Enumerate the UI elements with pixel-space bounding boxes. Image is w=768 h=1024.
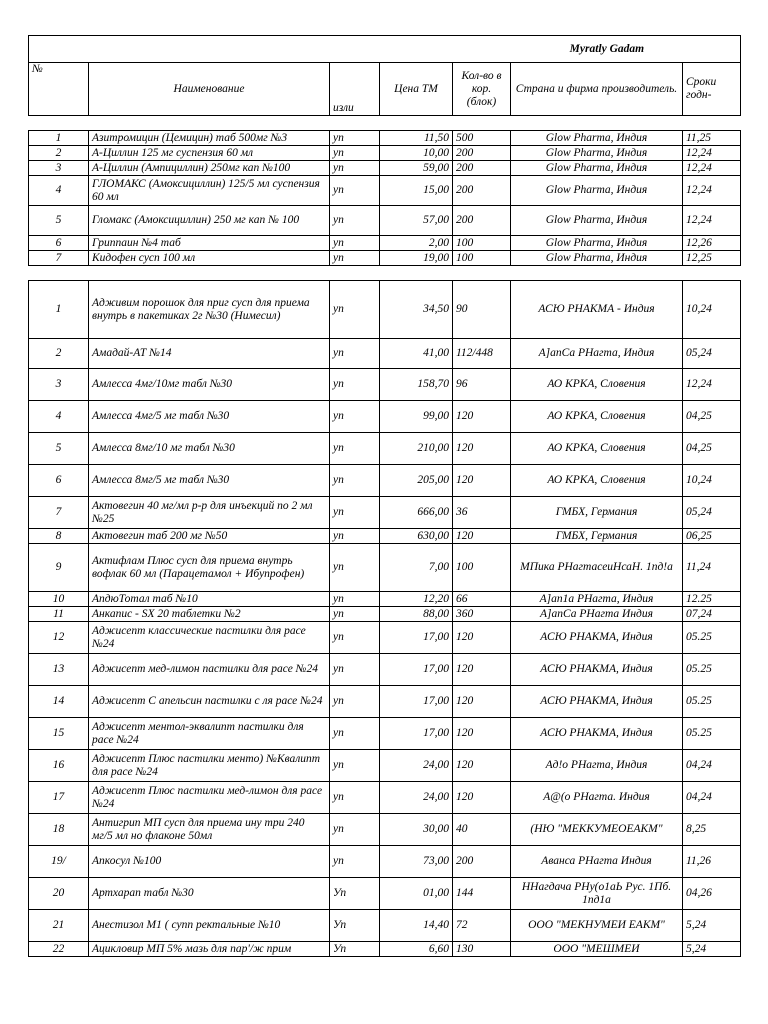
cell-num: 4 (29, 401, 89, 433)
section-gap (29, 116, 741, 131)
cell-name: А-Циллин 125 мг суспензия 60 мл (89, 146, 330, 161)
cell-name: Анкапис - SX 20 таблетки №2 (89, 607, 330, 622)
cell-price: 24,00 (380, 782, 453, 814)
cell-price: 205,00 (380, 465, 453, 497)
cell-price: 630,00 (380, 529, 453, 544)
cell-qty: 120 (453, 750, 511, 782)
cell-expiry: 5,24 (683, 942, 741, 957)
cell-num: 2 (29, 146, 89, 161)
cell-unit: уп (330, 686, 380, 718)
cell-expiry: 04,25 (683, 401, 741, 433)
cell-unit: уп (330, 846, 380, 878)
cell-name: Актовегин 40 мг/мл р-р для инъекций по 2 мл №25 (89, 497, 330, 529)
cell-price: 14,40 (380, 910, 453, 942)
table-row (29, 782, 741, 814)
cell-country: АО КРКА, Словения (511, 369, 683, 401)
cell-qty: 120 (453, 686, 511, 718)
cell-unit: уп (330, 161, 380, 176)
cell-qty: 120 (453, 465, 511, 497)
cell-price: 24,00 (380, 750, 453, 782)
cell-country: А]апСа РНагта, Индия (511, 339, 683, 369)
cell-price: 666,00 (380, 497, 453, 529)
cell-num: 2 (29, 339, 89, 369)
table-row (29, 339, 741, 369)
cell-country: Glow Pharma, Индия (511, 161, 683, 176)
col-name: Наименование (89, 63, 330, 116)
cell-num: 15 (29, 718, 89, 750)
cell-country: ООО "МЕКНУМЕИ ЕАКМ" (511, 910, 683, 942)
cell-expiry: 07,24 (683, 607, 741, 622)
cell-price: 10,00 (380, 146, 453, 161)
cell-unit: уп (330, 782, 380, 814)
cell-qty: 120 (453, 622, 511, 654)
cell-unit: уп (330, 176, 380, 206)
cell-name: Анестизол М1 ( супп ректальные №10 (89, 910, 330, 942)
table-row (29, 433, 741, 465)
cell-price: 34,50 (380, 281, 453, 339)
table-row (29, 281, 741, 339)
cell-qty: 66 (453, 592, 511, 607)
cell-name: Амлесса 4мг/10мг табл №30 (89, 369, 330, 401)
cell-expiry: 8,25 (683, 814, 741, 846)
cell-unit: уп (330, 497, 380, 529)
cell-num: 5 (29, 206, 89, 236)
cell-country: АСЮ РНАКМА, Индия (511, 654, 683, 686)
cell-qty: 200 (453, 161, 511, 176)
cell-country: ННагдача РНу(о1аЬ Рус. 1Пб. 1пд1а (511, 878, 683, 910)
cell-country: АСЮ РНАКМА, Индия (511, 718, 683, 750)
cell-num: 4 (29, 176, 89, 206)
cell-expiry: 05.25 (683, 654, 741, 686)
cell-price: 158,70 (380, 369, 453, 401)
cell-price: 59,00 (380, 161, 453, 176)
table-row (29, 206, 741, 236)
cell-expiry: 11,24 (683, 544, 741, 592)
cell-num: 7 (29, 251, 89, 266)
cell-name: Амадай-АТ №14 (89, 339, 330, 369)
cell-qty: 40 (453, 814, 511, 846)
cell-unit: уп (330, 131, 380, 146)
cell-country: Glow Pharma, Индия (511, 251, 683, 266)
table-row (29, 750, 741, 782)
cell-price: 12,20 (380, 592, 453, 607)
cell-country: АСЮ РНАКМА, Индия (511, 622, 683, 654)
cell-unit: уп (330, 369, 380, 401)
table-row (29, 607, 741, 622)
table-row (29, 654, 741, 686)
cell-expiry: 05.25 (683, 686, 741, 718)
cell-expiry: 11,26 (683, 846, 741, 878)
cell-price: 15,00 (380, 176, 453, 206)
cell-name: Амлесса 8мг/10 мг табл №30 (89, 433, 330, 465)
table-row (29, 131, 741, 146)
cell-country: А]апСа РНагта Индия (511, 607, 683, 622)
table-row (29, 878, 741, 910)
cell-qty: 120 (453, 401, 511, 433)
cell-unit: уп (330, 654, 380, 686)
cell-country: Glow Pharma, Индия (511, 146, 683, 161)
cell-name: Аджисепт классические пастилки для расе №24 (89, 622, 330, 654)
cell-expiry: 05.25 (683, 622, 741, 654)
table-row (29, 622, 741, 654)
cell-qty: 100 (453, 236, 511, 251)
cell-num: 3 (29, 369, 89, 401)
cell-name: ГЛОМАКС (Амоксициллин) 125/5 мл суспензия 60 мл (89, 176, 330, 206)
cell-price: 7,00 (380, 544, 453, 592)
cell-unit: уп (330, 544, 380, 592)
cell-qty: 96 (453, 369, 511, 401)
cell-price: 57,00 (380, 206, 453, 236)
cell-price: 6,60 (380, 942, 453, 957)
cell-name: Антигрип МП сусп для приема ину три 240 мг/5 мл но флаконе 50мл (89, 814, 330, 846)
cell-num: 17 (29, 782, 89, 814)
table-row (29, 401, 741, 433)
table-row (29, 161, 741, 176)
cell-name: Аджисепт мед-лимон пастилки для расе №24 (89, 654, 330, 686)
cell-country: (НЮ "МЕККУМЕОЕАКМ" (511, 814, 683, 846)
cell-price: 41,00 (380, 339, 453, 369)
table-row (29, 497, 741, 529)
cell-qty: 200 (453, 176, 511, 206)
cell-expiry: 12,26 (683, 236, 741, 251)
cell-expiry: 12,24 (683, 161, 741, 176)
cell-country: Glow Pharma, Индия (511, 206, 683, 236)
cell-unit: уп (330, 236, 380, 251)
cell-qty: 120 (453, 718, 511, 750)
cell-expiry: 05,24 (683, 497, 741, 529)
cell-unit: Уп (330, 878, 380, 910)
cell-qty: 144 (453, 878, 511, 910)
cell-num: 3 (29, 161, 89, 176)
cell-name: Аджисепт С апельсин пастилки с ля расе №24 (89, 686, 330, 718)
cell-qty: 72 (453, 910, 511, 942)
cell-expiry: 12,24 (683, 146, 741, 161)
table-row (29, 718, 741, 750)
table-row (29, 814, 741, 846)
cell-name: Актифлам Плюс сусп для приема внутрь вофлак 60 мл (Парацетамол + Ибупрофен) (89, 544, 330, 592)
cell-expiry: 12.25 (683, 592, 741, 607)
table-row (29, 910, 741, 942)
price-table (28, 35, 741, 957)
cell-name: Артхарап табл №30 (89, 878, 330, 910)
cell-expiry: 12,25 (683, 251, 741, 266)
cell-num: 20 (29, 878, 89, 910)
cell-qty: 120 (453, 433, 511, 465)
cell-expiry: 04,26 (683, 878, 741, 910)
company-name: Myratly Gadam (29, 36, 741, 63)
cell-qty: 100 (453, 544, 511, 592)
cell-num: 6 (29, 465, 89, 497)
cell-unit: уп (330, 529, 380, 544)
cell-unit: уп (330, 622, 380, 654)
cell-num: 11 (29, 607, 89, 622)
cell-qty: 360 (453, 607, 511, 622)
cell-expiry: 04,25 (683, 433, 741, 465)
table-row (29, 686, 741, 718)
cell-qty: 120 (453, 529, 511, 544)
cell-unit: уп (330, 814, 380, 846)
cell-price: 19,00 (380, 251, 453, 266)
cell-num: 14 (29, 686, 89, 718)
cell-name: Амлесса 8мг/5 мг табл №30 (89, 465, 330, 497)
section-gap (29, 266, 741, 281)
cell-expiry: 06,25 (683, 529, 741, 544)
cell-price: 88,00 (380, 607, 453, 622)
table-row (29, 529, 741, 544)
cell-name: Актовегин таб 200 мг №50 (89, 529, 330, 544)
cell-name: А-Циллин (Ампициллин) 250мг кап №100 (89, 161, 330, 176)
cell-num: 1 (29, 281, 89, 339)
cell-unit: уп (330, 281, 380, 339)
cell-price: 99,00 (380, 401, 453, 433)
cell-country: МПика РНагтасеиНсаН. 1пд!а (511, 544, 683, 592)
col-unit: изли (330, 63, 380, 116)
cell-expiry: 04,24 (683, 782, 741, 814)
cell-num: 8 (29, 529, 89, 544)
cell-expiry: 10,24 (683, 281, 741, 339)
company-row (29, 36, 741, 63)
cell-price: 30,00 (380, 814, 453, 846)
cell-country: А]ап1а РНагта, Индия (511, 592, 683, 607)
header-row (29, 63, 741, 116)
cell-expiry: 12,24 (683, 206, 741, 236)
cell-name: Аджисепт ментол-эквалипт пастилки для расе №24 (89, 718, 330, 750)
cell-country: А@(о РНагта. Индия (511, 782, 683, 814)
cell-unit: уп (330, 433, 380, 465)
table-row (29, 146, 741, 161)
cell-qty: 200 (453, 846, 511, 878)
cell-country: АО КРКА, Словения (511, 465, 683, 497)
cell-country: АСЮ РНАКМА - Индия (511, 281, 683, 339)
cell-name: Амлесса 4мг/5 мг табл №30 (89, 401, 330, 433)
cell-num: 18 (29, 814, 89, 846)
cell-num: 1 (29, 131, 89, 146)
cell-qty: 200 (453, 146, 511, 161)
cell-unit: уп (330, 592, 380, 607)
cell-country: АСЮ РНАКМА, Индия (511, 686, 683, 718)
cell-unit: уп (330, 718, 380, 750)
table-row (29, 465, 741, 497)
cell-name: АпдюТотал таб №10 (89, 592, 330, 607)
cell-unit: уп (330, 251, 380, 266)
cell-price: 17,00 (380, 622, 453, 654)
cell-expiry: 05,24 (683, 339, 741, 369)
cell-country: ГМБХ, Германия (511, 529, 683, 544)
table-row (29, 369, 741, 401)
cell-price: 17,00 (380, 654, 453, 686)
cell-qty: 130 (453, 942, 511, 957)
cell-name: Гломакс (Амоксициллин) 250 мг кап № 100 (89, 206, 330, 236)
cell-name: Гриппаин №4 таб (89, 236, 330, 251)
cell-num: 7 (29, 497, 89, 529)
cell-price: 01,00 (380, 878, 453, 910)
cell-unit: уп (330, 607, 380, 622)
cell-price: 2,00 (380, 236, 453, 251)
cell-price: 73,00 (380, 846, 453, 878)
table-row (29, 544, 741, 592)
table-row (29, 176, 741, 206)
cell-num: 21 (29, 910, 89, 942)
cell-num: 10 (29, 592, 89, 607)
cell-num: 19/ (29, 846, 89, 878)
cell-country: Ад!о РНагта, Индия (511, 750, 683, 782)
col-country: Страна и фирма производитель. (511, 63, 683, 116)
col-qty: Кол-во в кор. (блок) (453, 63, 511, 116)
table-row (29, 236, 741, 251)
cell-qty: 500 (453, 131, 511, 146)
cell-name: Кидофен сусп 100 мл (89, 251, 330, 266)
col-expiry: Сроки годн- (683, 63, 741, 116)
cell-name: Азитромицин (Цемицин) таб 500мг №3 (89, 131, 330, 146)
cell-country: ГМБХ, Германия (511, 497, 683, 529)
cell-expiry: 5,24 (683, 910, 741, 942)
table-row (29, 592, 741, 607)
cell-name: Аджисепт Плюс пастилки менто) №Квалипт для расе №24 (89, 750, 330, 782)
cell-country: АО КРКА, Словения (511, 401, 683, 433)
cell-expiry: 12,24 (683, 369, 741, 401)
col-num: № (29, 63, 89, 116)
cell-expiry: 12,24 (683, 176, 741, 206)
cell-num: 12 (29, 622, 89, 654)
cell-qty: 120 (453, 782, 511, 814)
cell-expiry: 05.25 (683, 718, 741, 750)
cell-name: Аджисепт Плюс пастилки мед-лимон для расе №24 (89, 782, 330, 814)
cell-unit: уп (330, 465, 380, 497)
cell-unit: уп (330, 339, 380, 369)
cell-country: ООО "МЕШМЕИ (511, 942, 683, 957)
cell-unit: уп (330, 146, 380, 161)
col-price: Цена ТМ (380, 63, 453, 116)
cell-name: Ацикловир МП 5% мазь для пар'/ж прим (89, 942, 330, 957)
table-row (29, 942, 741, 957)
cell-num: 6 (29, 236, 89, 251)
cell-unit: уп (330, 401, 380, 433)
cell-country: Аванса РНагта Индия (511, 846, 683, 878)
cell-price: 17,00 (380, 718, 453, 750)
cell-qty: 200 (453, 206, 511, 236)
cell-qty: 100 (453, 251, 511, 266)
cell-expiry: 11,25 (683, 131, 741, 146)
gap-cell (29, 116, 741, 131)
cell-unit: уп (330, 750, 380, 782)
cell-unit: Уп (330, 942, 380, 957)
cell-country: АО КРКА, Словения (511, 433, 683, 465)
table-row (29, 251, 741, 266)
cell-num: 16 (29, 750, 89, 782)
cell-name: Адживим порошок для приг сусп для приема внутрь в пакетиках 2г №30 (Нимесил) (89, 281, 330, 339)
cell-price: 210,00 (380, 433, 453, 465)
table-row (29, 846, 741, 878)
cell-qty: 112/448 (453, 339, 511, 369)
cell-price: 11,50 (380, 131, 453, 146)
cell-expiry: 10,24 (683, 465, 741, 497)
cell-country: Glow Pharma, Индия (511, 131, 683, 146)
cell-num: 13 (29, 654, 89, 686)
price-list-sheet (28, 35, 740, 957)
cell-num: 22 (29, 942, 89, 957)
cell-name: Апкосул №100 (89, 846, 330, 878)
cell-expiry: 04,24 (683, 750, 741, 782)
cell-qty: 90 (453, 281, 511, 339)
cell-num: 9 (29, 544, 89, 592)
gap-cell (29, 266, 741, 281)
cell-country: Glow Pharma, Индия (511, 236, 683, 251)
cell-unit: уп (330, 206, 380, 236)
cell-qty: 120 (453, 654, 511, 686)
cell-num: 5 (29, 433, 89, 465)
cell-price: 17,00 (380, 686, 453, 718)
cell-country: Glow Pharma, Индия (511, 176, 683, 206)
cell-unit: Уп (330, 910, 380, 942)
cell-qty: 36 (453, 497, 511, 529)
